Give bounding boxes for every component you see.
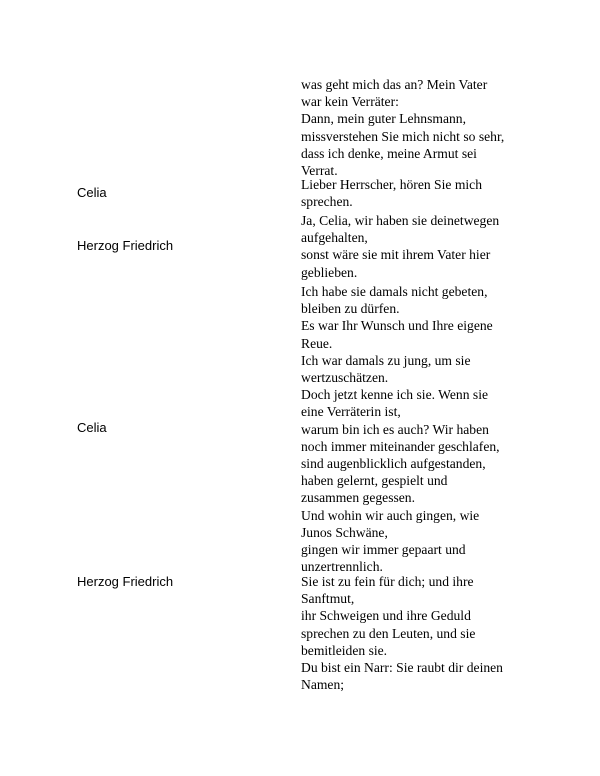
dialogue-line: Junos Schwäne, xyxy=(301,524,388,540)
dialogue-line: Sie ist zu fein für dich; und ihre xyxy=(301,574,474,589)
speaker-name: Herzog Friedrich xyxy=(77,238,174,253)
dialogue-line: ihr Schweigen und ihre Geduld xyxy=(301,608,471,624)
dialogue-line: Es war Ihr Wunsch und Ihre eigene xyxy=(301,318,493,334)
dialogue-line: Namen; xyxy=(301,677,345,693)
dialogue-line: geblieben. xyxy=(301,264,358,280)
dialogue-line: bemitleiden sie. xyxy=(301,642,388,658)
dialogue-line: unzertrennlich. xyxy=(301,559,383,575)
dialogue-line: bleiben zu dürfen. xyxy=(301,301,400,317)
dialogue-line: sprechen zu den Leuten, und sie xyxy=(301,625,476,641)
dialogue-line: Sanftmut, xyxy=(301,591,355,607)
dialogue-line: warum bin ich es auch? Wir haben xyxy=(301,421,489,437)
dialogue-line: sprechen. xyxy=(301,194,353,210)
dialogue-line: Dann, mein guter Lehnsmann, xyxy=(301,111,466,127)
dialogue-lines xyxy=(301,212,541,281)
dialogue-line: Ich war damals zu jung, um sie xyxy=(301,352,471,368)
dialogue-lines xyxy=(301,573,541,693)
dialogue-line: Ich habe sie damals nicht gebeten, xyxy=(301,284,488,299)
dialogue-line: was geht mich das an? Mein Vater xyxy=(301,77,488,92)
dialogue-line: Reue. xyxy=(301,335,333,351)
dialogue-line: gingen wir immer gepaart und xyxy=(301,542,466,558)
dialogue-line: Du bist ein Narr: Sie raubt dir deinen xyxy=(301,660,503,676)
speaker-name: Herzog Friedrich xyxy=(77,574,174,589)
dialogue-line: eine Verräterin ist, xyxy=(301,404,401,420)
dialogue-lines xyxy=(301,76,541,179)
dialogue-lines xyxy=(301,283,541,575)
dialogue-line: zusammen gegessen. xyxy=(301,490,416,506)
dialogue-line: sind augenblicklich aufgestanden, xyxy=(301,456,486,472)
dialogue-line: noch immer miteinander geschlafen, xyxy=(301,438,500,454)
dialogue-line: wertzuschätzen. xyxy=(301,370,389,386)
dialogue-line: Verrat. xyxy=(301,163,338,179)
dialogue-line: Ja, Celia, wir haben sie deinetwegen xyxy=(301,213,500,228)
dialogue-line: haben gelernt, gespielt und xyxy=(301,473,448,489)
speaker-name: Celia xyxy=(77,185,107,200)
dialogue-line: missverstehen Sie mich nicht so sehr, xyxy=(301,128,505,144)
speaker-name: Celia xyxy=(77,420,107,435)
dialogue-line: sonst wäre sie mit ihrem Vater hier xyxy=(301,247,491,263)
dialogue-lines xyxy=(301,176,541,210)
dialogue-line: war kein Verräter: xyxy=(301,94,399,110)
dialogue-line: aufgehalten, xyxy=(301,230,368,246)
dialogue-line: dass ich denke, meine Armut sei xyxy=(301,145,477,161)
dialogue-line: Und wohin wir auch gingen, wie xyxy=(301,507,480,523)
dialogue-line: Lieber Herrscher, hören Sie mich xyxy=(301,177,483,192)
dialogue-line: Doch jetzt kenne ich sie. Wenn sie xyxy=(301,387,489,403)
